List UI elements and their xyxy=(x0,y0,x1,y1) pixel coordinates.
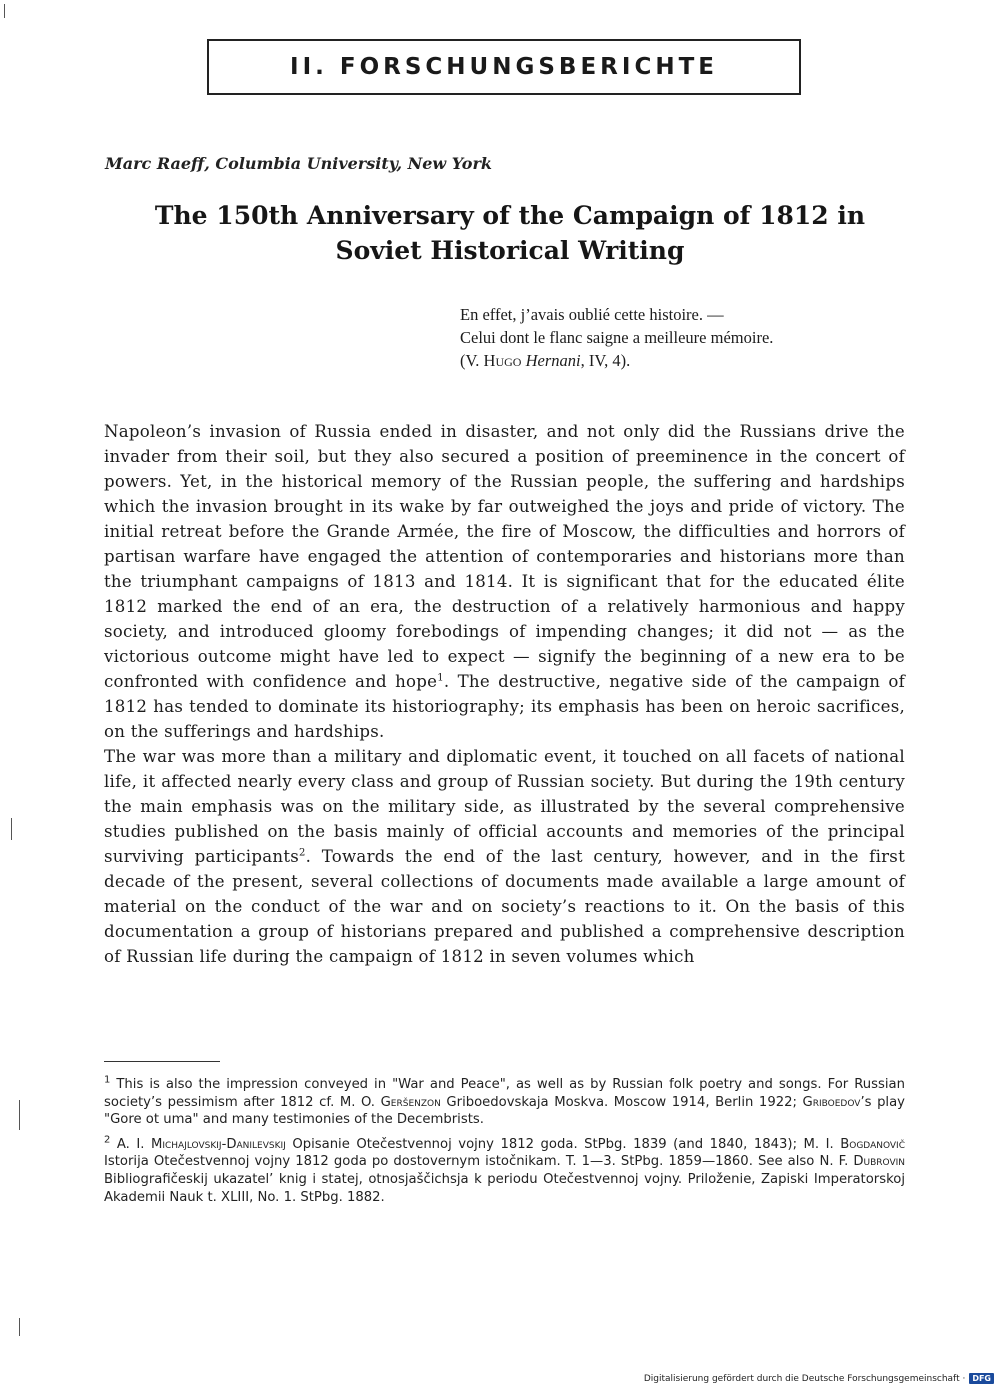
footnote-ref-2[interactable]: 2 xyxy=(299,847,306,859)
epigraph-author: Hugo xyxy=(483,351,522,370)
scan-mark-mid xyxy=(11,818,12,840)
footnote-separator xyxy=(104,1061,220,1062)
footnote-ref-1[interactable]: 1 xyxy=(437,672,444,684)
article-title-line-1: The 150th Anniversary of the Campaign of 1812 in xyxy=(154,201,866,230)
body-paragraph-1: Napoleon’s invasion of Russia ended in disaster, and not only did the Russians drive the invader from their soil, but they also secured a position of preeminence in the concert of powers. Yet, in the historical memory of the Russian people, the suffering and hardships which the invasion brought in its wake by far outweighed the joys and pride of victory. The initial retreat before the Grande Armée, the fire of Moscow, the difficulties and horrors of partisan warfare have engaged the attention of contemporaries and historians more than the triumphant campaigns of 1813 and 1814. It is significant that for the educated élite 1812 marked the end of an era, the destruction of a relatively harmonious and happy society, and introduced gloomy forebodings of impending changes; it did not — as the victorious outcome might have led to expect — signify the beginning of a new era to be confronted with confidence and hope$^1$. The destructive, negative side of the campaign of 1812 has tended to dominate its historiography; its emphasis has been on heroic sacrifices, on the sufferings and hardships. xyxy=(104,422,905,741)
credit-text: Digitalisierung gefördert durch die Deutsche Forschungsgemeinschaft · xyxy=(643,1373,966,1384)
epigraph xyxy=(460,303,920,372)
article-title-line-2: Soviet Historical Writing xyxy=(335,236,685,265)
author-line: Marc Raeff, Columbia University, New York xyxy=(105,154,492,173)
article-body xyxy=(104,419,905,969)
dfg-logo: DFG xyxy=(969,1373,994,1384)
footnote-2: $^2$ A. I. Michajlovskij-Danilevskij Opisanie Otečestvennoj vojny 1812 goda. StPbg. 1839 (and 1840, 1843); M. I. Bogdanovič Istorija Otečestvennoj vojny 1812 goda po dostovernym istočnikam. T. 1—3. StPbg. 1859—1860. See also N. F. Dubrovin Bibliografičeskij ukazatel’ knig i statej, otnosjaščichsja k periodu Otečestvennoj vojny. Priloženie, Zapiski Imperatorskoj Akademii Nauk t. XLIII, No. 1. StPbg. 1882. xyxy=(104,1134,905,1205)
epigraph-citation: (V. Hugo Hernani, IV, 4). xyxy=(460,351,631,370)
section-header-box xyxy=(207,39,801,95)
scan-mark-bottom xyxy=(19,1318,20,1336)
footnotes xyxy=(104,1076,905,1213)
body-paragraph-2: The war was more than a military and diplomatic event, it touched on all facets of national life, it affected nearly every class and group of Russian society. But during the 19th century the main emphasis was on the military side, as illustrated by the several comprehensive studies published on the basis mainly of official accounts and memories of the principal surviving participants$^2$. Towards the end of the last century, however, and in the first decade of the present, several collections of documents made available a large amount of material on the conduct of the war and on society’s reactions to it. On the basis of this documentation a group of historians prepared and published a comprehensive description of Russian life during the campaign of 1812 in seven volumes which xyxy=(104,747,905,966)
scan-mark-top xyxy=(4,4,5,18)
digitization-credit xyxy=(644,1373,994,1384)
footnote-1: $^1$ This is also the impression conveyed in "War and Peace", as well as by Russian folk poetry and songs. For Russian society’s pessimism after 1812 cf. M. O. Geršenzon Griboedovskaja Moskva. Moscow 1914, Berlin 1922; Griboedov’s play "Gore ot uma" and many testimonies of the Decembrists. xyxy=(104,1074,905,1128)
section-title: II. FORSCHUNGSBERICHTE xyxy=(290,54,718,80)
epigraph-line-2: Celui dont le flanc saigne a meilleure mémoire. xyxy=(460,328,774,347)
scan-mark-lower xyxy=(19,1100,20,1130)
epigraph-work: Hernani xyxy=(525,351,581,370)
epigraph-line-1: En effet, j’avais oublié cette histoire. — xyxy=(460,305,724,324)
article-title xyxy=(120,198,900,268)
